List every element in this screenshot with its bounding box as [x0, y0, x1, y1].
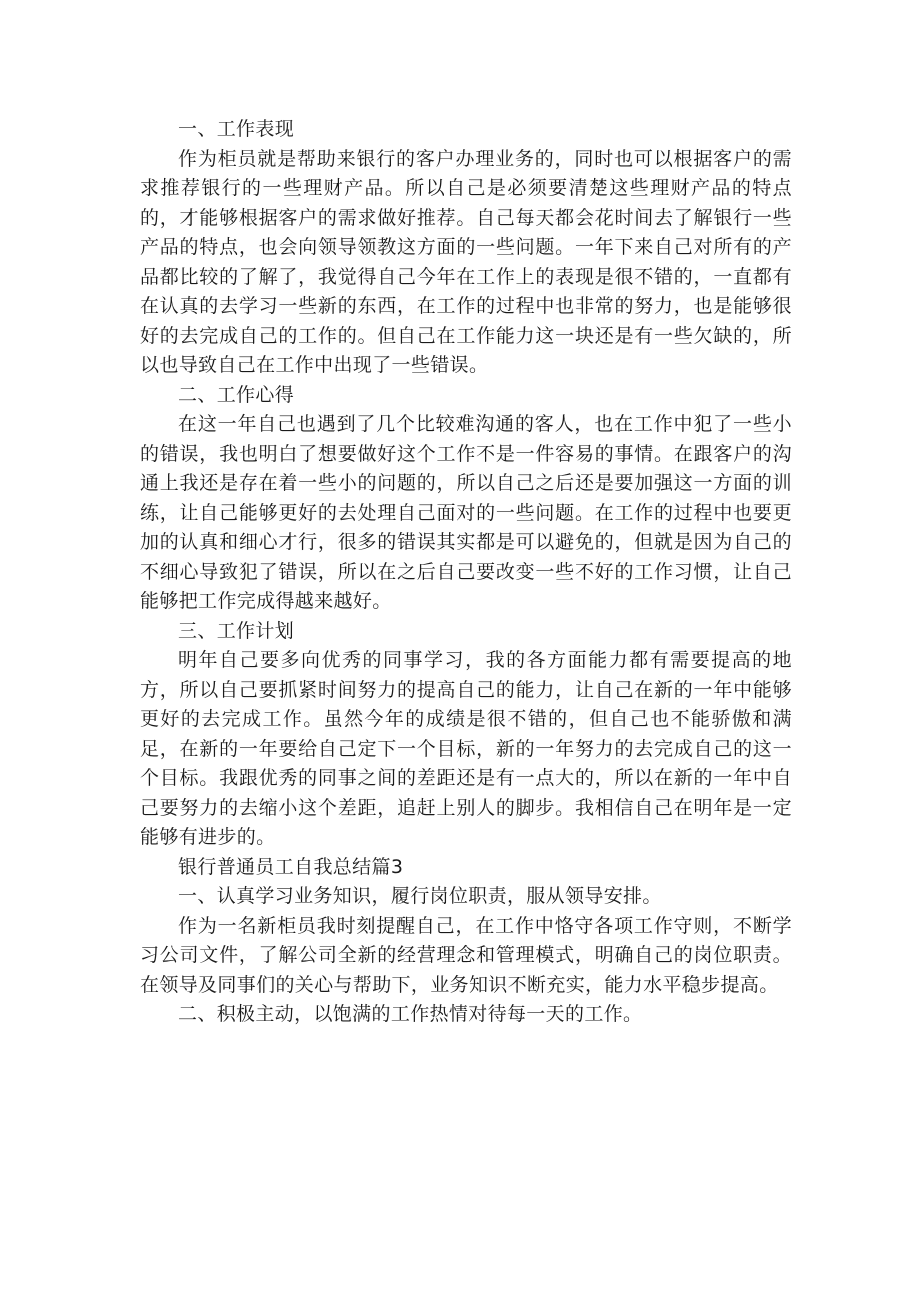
document-body	[140, 115, 792, 1030]
paragraph-work-plan: 明年自己要多向优秀的同事学习，我的各方面能力都有需要提高的地方，所以自己要抓紧时间努力的提高自己的能力，让自己在新的一年中能够更好的去完成工作。虽然今年的成绩是很不错的，但自己也不能骄傲和满足，在新的一年要给自己定下一个目标，新的一年努力的去完成自己的这一个目标。我跟优秀的同事之间的差距还是有一点大的，所以在新的一年中自己要努力的去缩小这个差距，追赶上别人的脚步。我相信自己在明年是一定能够有进步的。	[140, 649, 792, 848]
paragraph-work-experience: 在这一年自己也遇到了几个比较难沟通的客人，也在工作中犯了一些小的错误，我也明白了想要做好这个工作不是一件容易的事情。在跟客户的沟通上我还是存在着一些小的问题的，所以自己之后还是要加强这一方面的训练，让自己能够更好的去处理自己面对的一些问题。在工作的过程中也要更加的认真和细心才行，很多的错误其实都是可以避免的，但就是因为自己的不细心导致犯了错误，所以在之后自己要改变一些不好的工作习惯，让自己能够把工作完成得越来越好。	[140, 413, 792, 612]
section-heading-work-performance: 一、工作表现	[178, 118, 295, 140]
article-title-part-3: 银行普通员工自我总结篇3	[178, 855, 404, 878]
section-heading-proactive: 二、积极主动，以饱满的工作热情对待每一天的工作。	[178, 1003, 643, 1025]
paragraph-work-performance: 作为柜员就是帮助来银行的客户办理业务的，同时也可以根据客户的需求推荐银行的一些理财产品。所以自己是必须要清楚这些理财产品的特点的，才能够根据客户的需求做好推荐。自己每天都会花时间去了解银行一些产品的特点，也会向领导领教这方面的一些问题。一年下来自己对所有的产品都比较的了解了，我觉得自己今年在工作上的表现是很不错的，一直都有在认真的去学习一些新的东西，在工作的过程中也非常的努力，也是能够很好的去完成自己的工作的。但自己在工作能力这一块还是有一些欠缺的，所以也导致自己在工作中出现了一些错误。	[140, 147, 792, 376]
section-heading-work-plan: 三、工作计划	[178, 619, 295, 642]
section-heading-study: 一、认真学习业务知识，履行岗位职责，服从领导安排。	[178, 885, 662, 907]
paragraph-study: 作为一名新柜员我时刻提醒自己，在工作中恪守各项工作守则，不断学习公司文件，了解公司全新的经营理念和管理模式，明确自己的岗位职责。在领导及同事们的关心与帮助下，业务知识不断充实，能力水平稳步提高。	[140, 914, 792, 996]
section-heading-work-experience: 二、工作心得	[178, 383, 295, 406]
